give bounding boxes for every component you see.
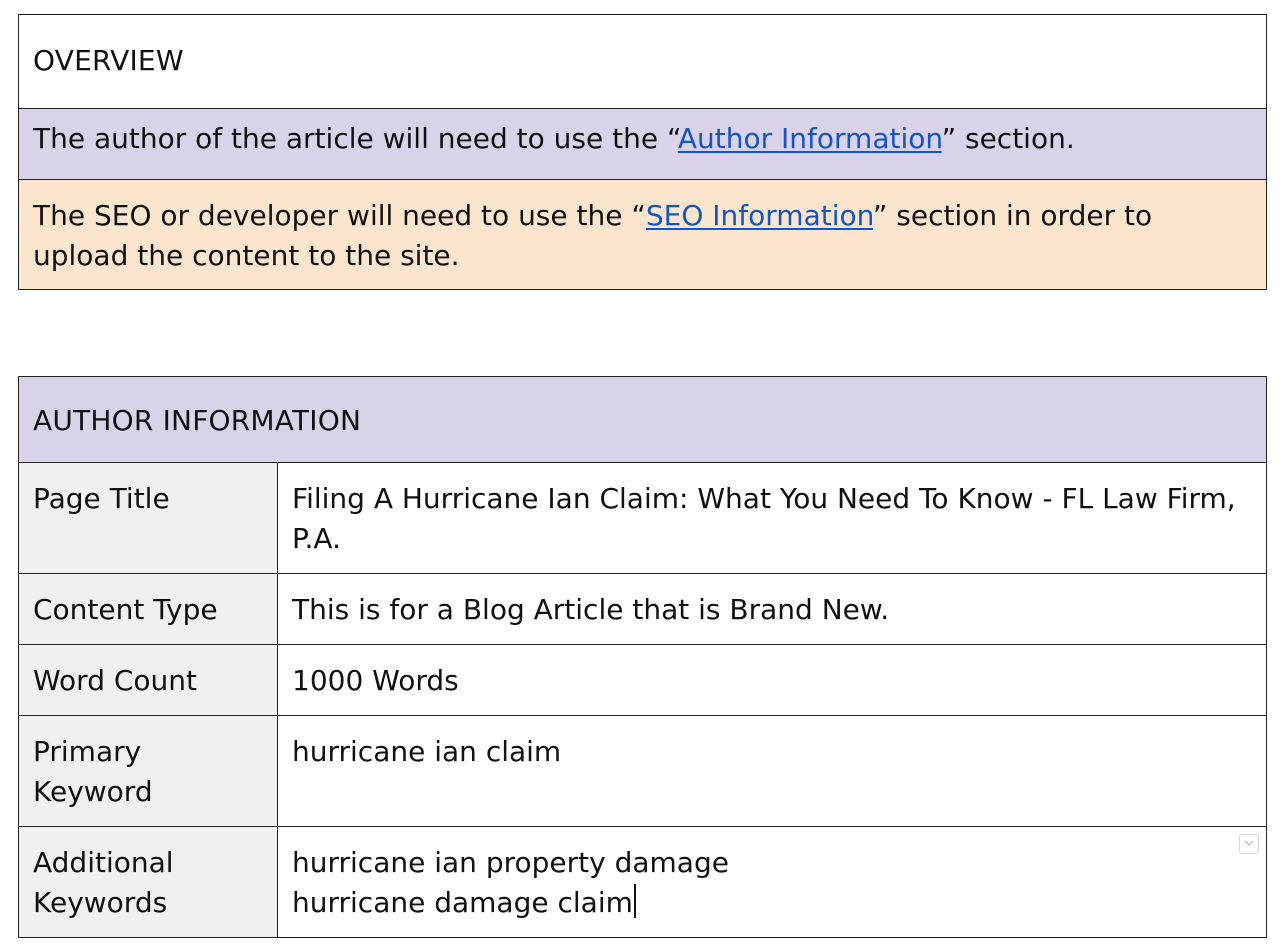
additional-keywords-label[interactable]: Additional Keywords [19,827,278,938]
author-header-row [19,377,1267,463]
overview-table [18,14,1267,290]
author-information-header[interactable]: AUTHOR INFORMATION [19,377,1267,463]
overview-seo-prefix: The SEO or developer will need to use the “ [33,199,646,232]
word-count-label[interactable]: Word Count [19,645,278,716]
chevron-down-glyph [1244,838,1254,848]
overview-seo-row [19,180,1267,290]
page-title-label[interactable]: Page Title [19,463,278,574]
text-cursor [634,884,636,918]
overview-author-prefix: The author of the article will need to use the “ [33,122,678,155]
overview-author-row [19,109,1267,180]
table-row [19,827,1267,938]
overview-author-cell[interactable] [19,109,1267,180]
additional-keyword-line-1: hurricane ian property damage [292,846,729,879]
author-information-link[interactable]: Author Information [677,122,942,155]
additional-keywords-value[interactable] [278,827,1267,938]
table-row [19,574,1267,645]
primary-keyword-value[interactable]: hurricane ian claim [278,716,1267,827]
overview-header-row [19,15,1267,109]
additional-keyword-line-2 [292,883,1252,923]
overview-author-suffix: ” section. [941,122,1075,155]
seo-information-link[interactable]: SEO Information [645,199,873,232]
overview-header[interactable]: OVERVIEW [19,15,1267,109]
overview-seo-suffix: ” section in order to upload the content to the site. [33,199,1153,272]
page-title-value[interactable]: Filing A Hurricane Ian Claim: What You Need To Know - FL Law Firm, P.A. [278,463,1267,574]
content-type-value[interactable]: This is for a Blog Article that is Brand New. [278,574,1267,645]
table-row [19,463,1267,574]
chevron-down-icon[interactable] [1239,834,1259,854]
table-row [19,645,1267,716]
additional-keyword-text-2: hurricane damage claim [292,886,633,919]
content-type-label[interactable]: Content Type [19,574,278,645]
word-count-value[interactable]: 1000 Words [278,645,1267,716]
primary-keyword-label[interactable]: Primary Keyword [19,716,278,827]
table-row [19,716,1267,827]
author-information-table [18,376,1267,938]
overview-seo-cell[interactable] [19,180,1267,290]
